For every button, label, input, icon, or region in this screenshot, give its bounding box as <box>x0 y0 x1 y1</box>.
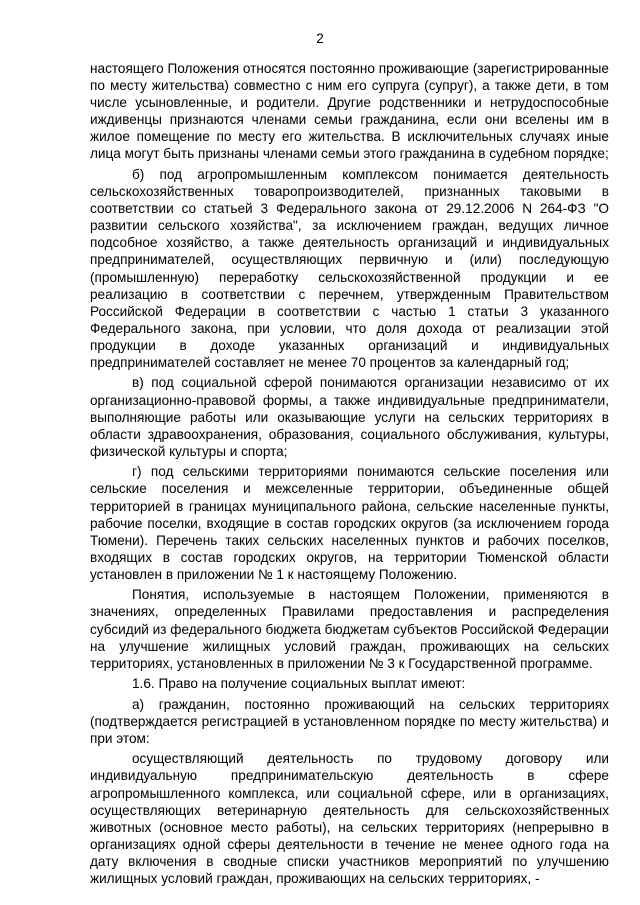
paragraph-employment: осуществляющий деятельность по трудовому договору или индивидуальную предпринимательскую деятельность в сфере агропромышленного комплекса, или социальной сфере, или в организациях, осуществляющих ветеринарную деятельность для сельскохозяйственных животных (основное место работы), на сельских территориях (непрерывно в организациях одной сферы деятельности в течение не менее одного года на дату включения в сводные списки участников мероприятий по улучшению жилищных условий граждан, проживающих на сельских территориях, - <box>90 751 609 887</box>
paragraph-1-6: 1.6. Право на получение социальных выплат имеют: <box>132 676 466 692</box>
page-number: 2 <box>316 31 324 46</box>
paragraph-continuation: настоящего Положения относятся постоянно проживающие (зарегистрированные по месту жительства) совместно с ним его супруга (супруг), а также дети, в том числе усыновленные, и родители. Другие родственники и нетрудоспособные иждивенцы признаются членами семьи гражданина, если они вселены им в жилое помещение по месту его жительства. В исключительных случаях иные лица могут быть признаны членами семьи этого гражданина в судебном порядке; <box>90 61 609 162</box>
document-body <box>90 60 609 891</box>
paragraph-a-citizen: а) гражданин, постоянно проживающий на сельских территориях (подтверждается регистрацией в установленном порядке по месту жительства) и при этом: <box>90 696 609 746</box>
paragraph-g-rural: г) под сельскими территориями понимаются сельские поселения или сельские поселения и межселенные территории, объединенные общей территорией в границах муниципального района, сельские населенные пункты, рабочие поселки, входящие в состав городских округов (за исключением города Тюмени). Перечень таких сельских населенных пунктов и рабочих поселков, входящих в состав городских округов, на территории Тюменской области установлен в приложении № 1 к настоящему Положению. <box>90 464 609 582</box>
paragraph-b-agro: б) под агропромышленным комплексом понимается деятельность сельскохозяйственных товаропроизводителей, признанных таковыми в соответствии со статьей 3 Федерального закона от 29.12.2006 N 264-ФЗ "О развитии сельского хозяйства", за исключением граждан, ведущих личное подсобное хозяйство, а также деятельность организаций и индивидуальных предпринимателей, осуществляющих первичную и (или) последующую (промышленную) переработку сельскохозяйственной продукции и ее реализацию в соответствии с перечнем, утвержденным Правительством Российской Федерации в соответствии с частью 1 статьи 3 указанного Федерального закона, при условии, что доля дохода от реализации этой продукции в доходе указанных организаций и индивидуальных предпринимателей составляет не менее 70 процентов за календарный год; <box>90 166 609 370</box>
paragraph-concepts: Понятия, используемые в настоящем Положении, применяются в значениях, определенных Правилами предоставления и распределения субсидий из федерального бюджета бюджетам субъектов Российской Федерации на улучшение жилищных условий граждан, проживающих на сельских территориях, установленных в приложении № 3 к Государственной программе. <box>90 587 609 671</box>
paragraph-v-social: в) под социальной сферой понимаются организации независимо от их организационно-правовой формы, а также индивидуальные предприниматели, выполняющие работы или оказывающие услуги на сельских территориях в области здравоохранения, образования, социального обслуживания, культуры, физической культуры и спорта; <box>90 375 609 459</box>
